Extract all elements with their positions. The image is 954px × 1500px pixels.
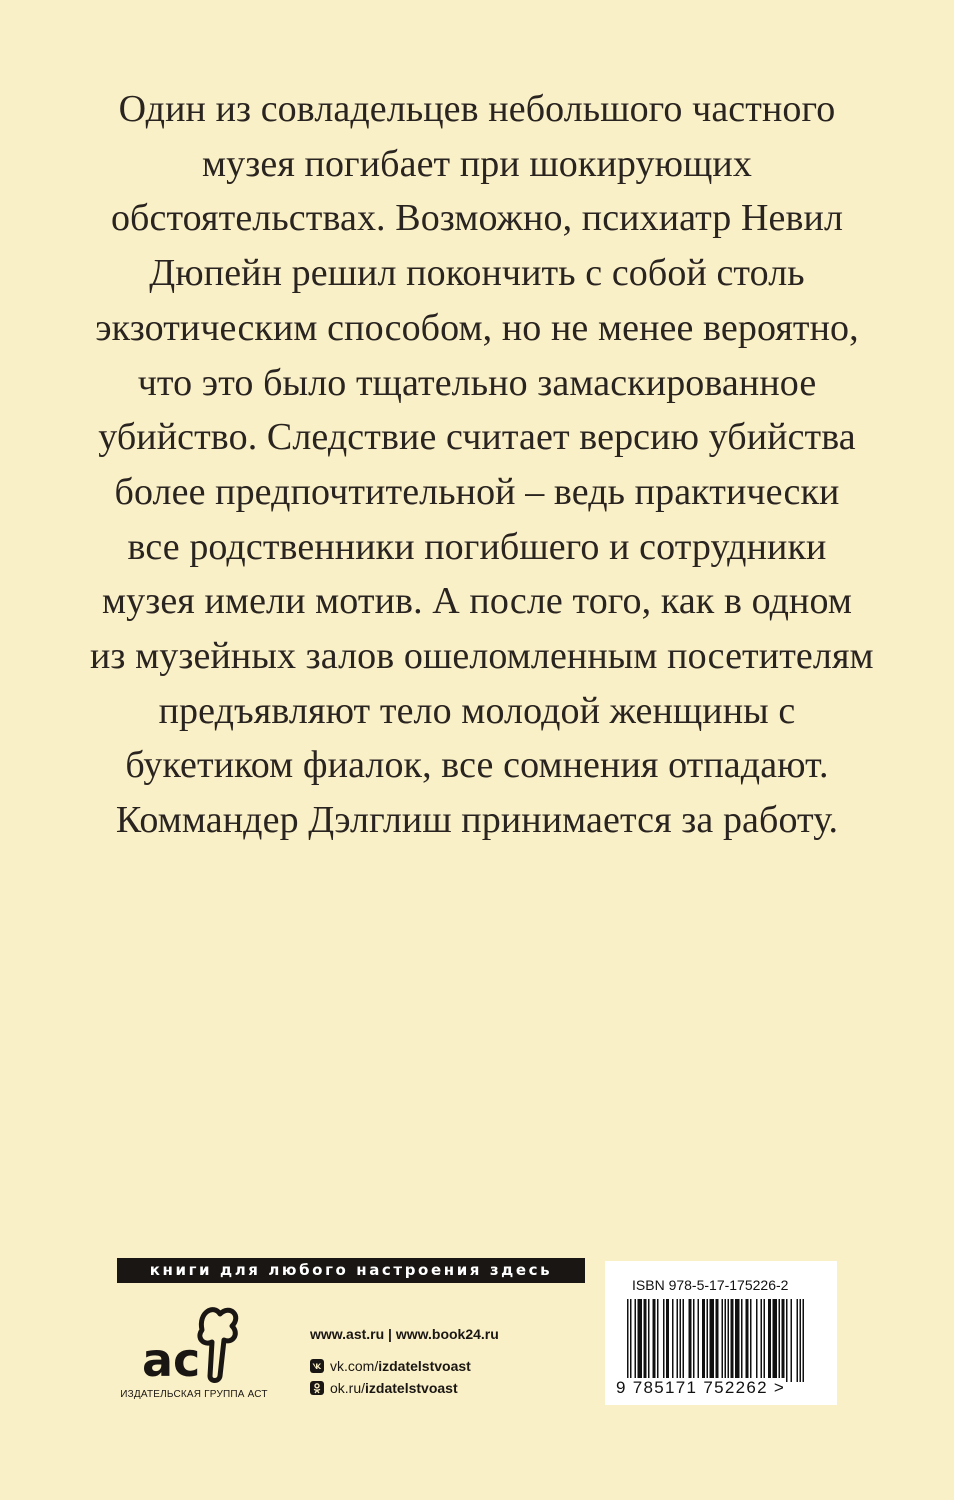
barcode-bar <box>786 1299 788 1382</box>
publisher-caption: ИЗДАТЕЛЬСКАЯ ГРУППА АСТ <box>120 1389 268 1400</box>
annotation-line: Один из совладельцев небольшого частного <box>118 88 836 130</box>
barcode-bar <box>627 1299 629 1382</box>
barcode-bar <box>707 1299 709 1382</box>
barcode-bar <box>630 1299 632 1382</box>
barcode-bar <box>768 1299 771 1382</box>
barcode-bar <box>731 1299 734 1382</box>
ok-domain: ok.ru/ <box>330 1380 366 1396</box>
vk-icon <box>310 1359 324 1373</box>
barcode-bar <box>702 1299 705 1382</box>
barcode-bar <box>683 1299 685 1382</box>
annotation-line: музея имели мотив. А после того, как в одном <box>101 580 852 623</box>
barcode-bar <box>698 1299 700 1382</box>
barcode-bar <box>677 1299 679 1382</box>
barcode-bar <box>779 1299 781 1382</box>
website-links[interactable]: www.ast.ru | www.book24.ru <box>310 1326 499 1342</box>
barcode-bar <box>803 1299 805 1382</box>
annotation-line: более предпочтительной – ведь практически <box>114 470 840 513</box>
barcode-bar <box>689 1299 692 1382</box>
annotation-line: все родственники погибшего и сотрудники <box>127 525 827 568</box>
annotation-line: Коммандер Дэлглиш принимается за работу. <box>115 799 839 842</box>
barcode-bar <box>741 1299 743 1382</box>
barcode-bar <box>735 1299 740 1382</box>
publisher-links <box>310 1326 499 1399</box>
barcode-bar <box>710 1299 715 1382</box>
barcode-bar <box>635 1299 637 1382</box>
barcode-digits <box>615 1378 829 1398</box>
annotation-line: музея погибает при шокирующих <box>202 142 752 185</box>
barcode-bar <box>746 1299 749 1382</box>
barcode-bar <box>680 1299 682 1382</box>
barcode-bar <box>672 1299 674 1382</box>
annotation-line: предъявляют тело молодой женщины с <box>158 689 796 732</box>
barcode-bar <box>782 1299 785 1382</box>
barcode-bar <box>648 1299 650 1382</box>
barcode-bar <box>773 1299 778 1382</box>
annotation-line: что это было тщательно замаскированное <box>137 361 817 404</box>
vk-handle: izdatelstvoast <box>378 1358 471 1374</box>
barcode-bar <box>761 1299 763 1382</box>
annotation-line: убийство. Следствие считает версию убийства <box>98 416 856 459</box>
barcode-bars <box>627 1299 821 1382</box>
barcode-bar <box>800 1299 802 1382</box>
barcode-bar <box>716 1299 719 1382</box>
logo-text: ac <box>142 1333 201 1384</box>
ok-handle: izdatelstvoast <box>365 1380 458 1396</box>
ast-logo <box>140 1300 244 1384</box>
vk-link[interactable] <box>310 1355 499 1377</box>
annotation-line: Дюпейн решил покончить с собой столь <box>149 252 805 295</box>
barcode-bar <box>764 1299 766 1382</box>
barcode-bar <box>756 1299 758 1382</box>
barcode-bar <box>750 1299 752 1382</box>
ok-icon <box>310 1381 324 1395</box>
tagline-banner: книги для любого настроения здесь <box>117 1258 585 1283</box>
vk-domain: vk.com/ <box>330 1358 379 1374</box>
ok-link[interactable] <box>310 1377 499 1399</box>
barcode-bar <box>728 1299 730 1382</box>
barcode-bar <box>725 1299 727 1382</box>
barcode-digits-text: 9 785171 752262 > <box>616 1378 786 1397</box>
barcode-bar <box>722 1299 724 1382</box>
barcode-bar <box>653 1299 656 1382</box>
barcode-bar <box>791 1299 793 1382</box>
barcode-bar <box>693 1299 695 1382</box>
barcode-bar <box>797 1299 799 1382</box>
annotation-line: обстоятельствах. Возможно, психиатр Невил <box>110 197 844 240</box>
logo-figure-icon <box>200 1310 236 1381</box>
barcode-bar <box>638 1299 643 1382</box>
barcode-bar <box>666 1299 669 1382</box>
barcode-bar <box>657 1299 659 1382</box>
annotation-line: из музейных залов ошеломленным посетителям <box>90 635 874 678</box>
barcode-bar <box>644 1299 647 1382</box>
barcode-block <box>605 1261 837 1405</box>
barcode-bar <box>663 1299 665 1382</box>
annotation-line: букетиком фиалок, все сомнения отпадают. <box>125 744 829 787</box>
annotation-text <box>90 82 874 848</box>
isbn-label: ISBN 978-5-17-175226-2 <box>632 1277 789 1293</box>
annotation-line: экзотическим способом, но не менее вероятно, <box>95 306 859 349</box>
